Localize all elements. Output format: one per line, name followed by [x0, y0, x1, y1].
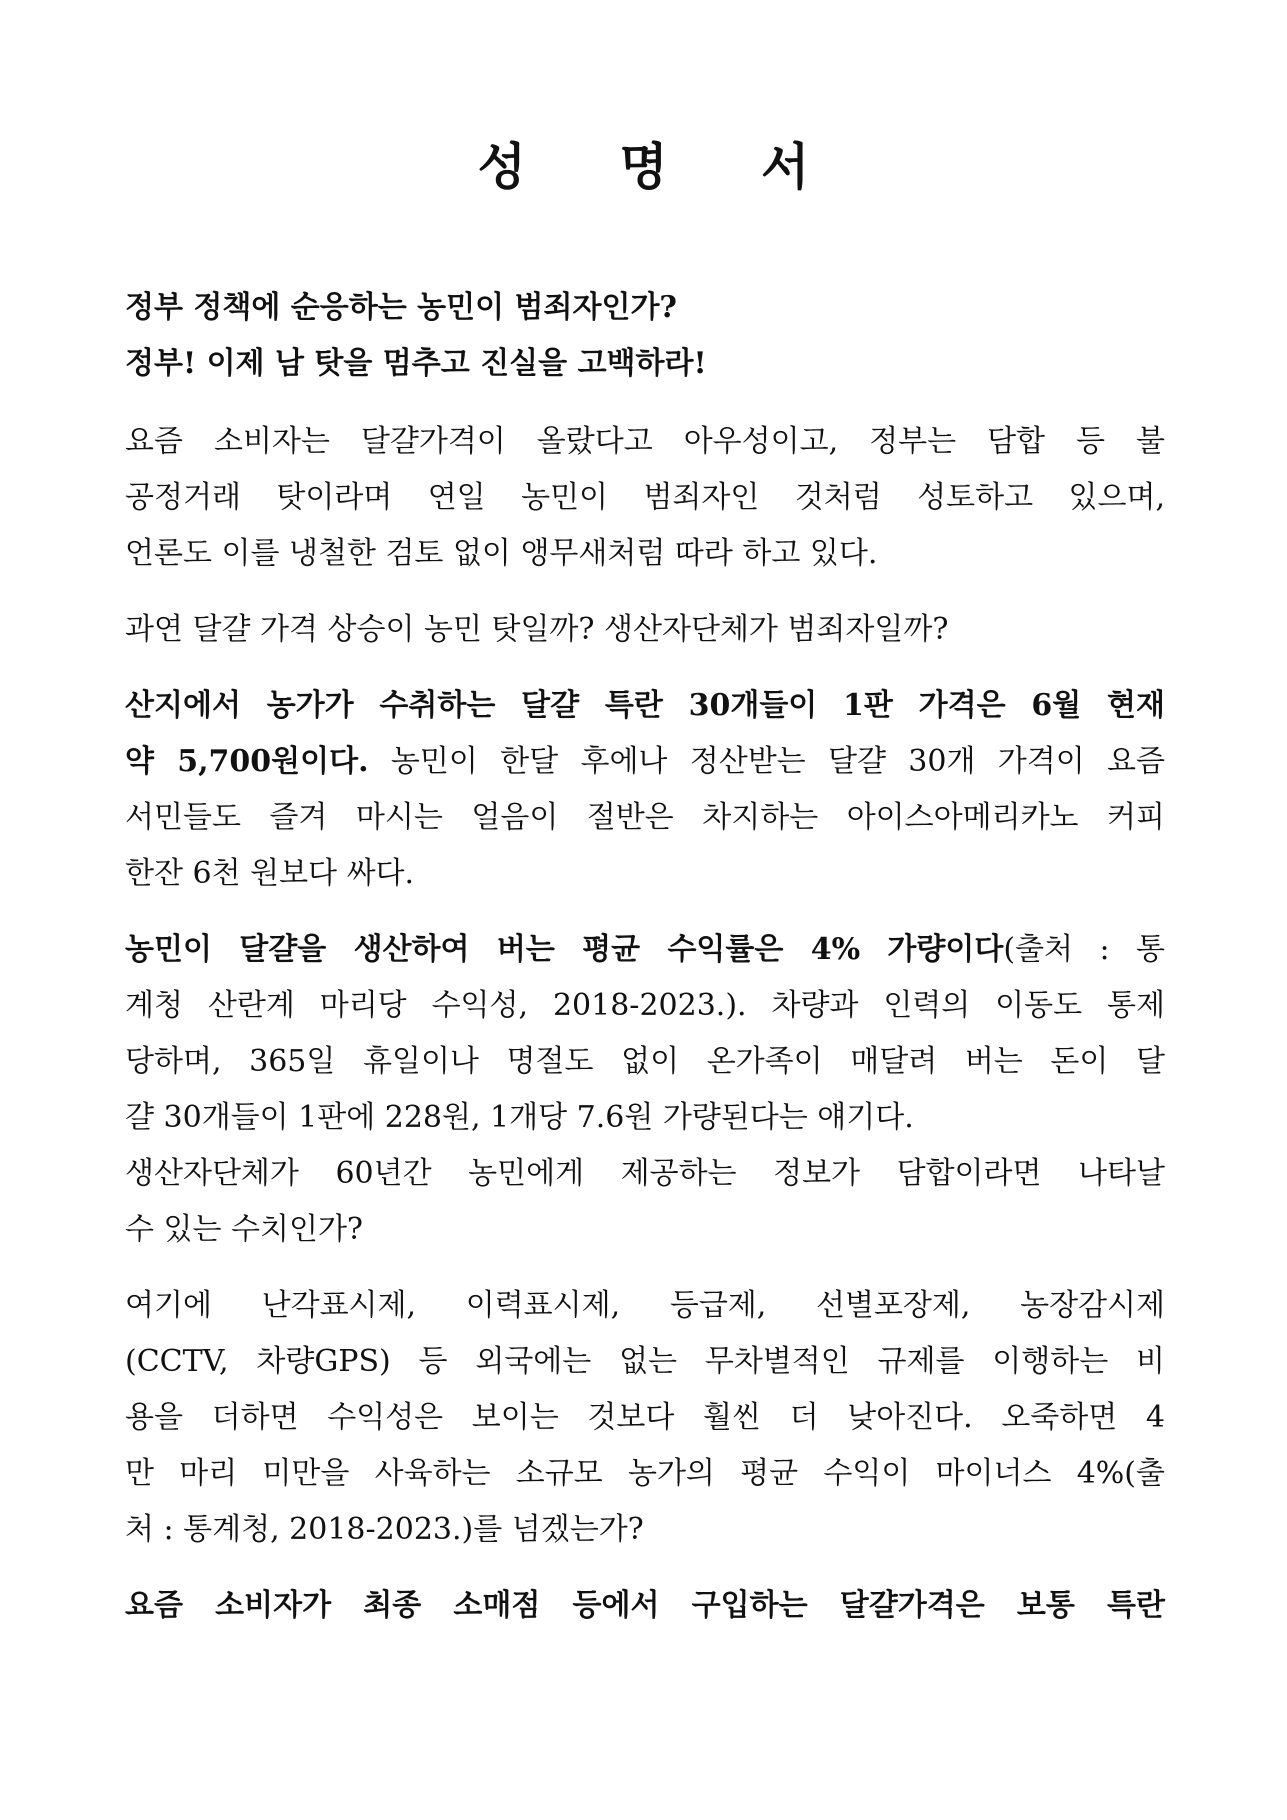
- paragraph-3-line-2-rest: 농민이 한달 후에나 정산받는 달걀 30개 가격이 요즘: [368, 744, 1166, 779]
- paragraph-6-line-1: 요즘 소비자가 최종 소매점 등에서 구입하는 달걀가격은 보통 특란: [125, 1588, 1165, 1623]
- headline-line-1: 정부 정책에 순응하는 농민이 범죄자인가?: [125, 290, 678, 325]
- paragraph-5-line-5: 처 : 통계청, 2018-2023.)를 넘겠는가?: [125, 1512, 644, 1547]
- paragraph-4-line-4: 걀 30개들이 1판에 228원, 1개당 7.6원 가량된다는 얘기다.: [125, 1100, 914, 1135]
- paragraph-5-line-1: 여기에 난각표시제, 이력표시제, 등급제, 선별포장제, 농장감시제: [125, 1288, 1165, 1323]
- paragraph-3-price-highlight: 약 5,700원이다.: [125, 744, 369, 779]
- paragraph-1-line-1: 요즘 소비자는 달걀가격이 올랐다고 아우성이고, 정부는 담합 등 불: [125, 424, 1165, 459]
- paragraph-4-line-5: 생산자단체가 60년간 농민에게 제공하는 정보가 담합이라면 나타날: [125, 1156, 1165, 1191]
- document-body: [125, 280, 1165, 1634]
- paragraph-4-line-2: 계청 산란계 마리당 수익성, 2018-2023.). 차량과 인력의 이동도 통제: [125, 988, 1165, 1023]
- paragraph-4-line-1: [125, 922, 1165, 978]
- paragraph-1-line-3: 언론도 이를 냉철한 검토 없이 앵무새처럼 따라 하고 있다.: [125, 536, 878, 571]
- paragraph-4-rate-highlight: 농민이 달걀을 생산하여 버는 평균 수익률은 4% 가량이다: [125, 932, 1004, 967]
- paragraph-3-line-2: [125, 734, 1165, 790]
- document-title: 성 명 서: [477, 137, 848, 196]
- paragraph-3-line-4: 한잔 6천 원보다 싸다.: [125, 856, 415, 891]
- headline-line-2: 정부! 이제 남 탓을 멈추고 진실을 고백하라!: [125, 346, 707, 381]
- paragraph-5-line-2: (CCTV, 차량GPS) 등 외국에는 없는 무차별적인 규제를 이행하는 비: [125, 1344, 1165, 1379]
- paragraph-5-line-3: 용을 더하면 수익성은 보이는 것보다 훨씬 더 낮아진다. 오죽하면 4: [125, 1400, 1165, 1435]
- paragraph-4-line-1-rest: (출처 : 통: [1003, 932, 1165, 967]
- paragraph-5-line-4: 만 마리 미만을 사육하는 소규모 농가의 평균 수익이 마이너스 4%(출: [125, 1456, 1165, 1491]
- paragraph-4-line-3: 당하며, 365일 휴일이나 명절도 없이 온가족이 매달려 버는 돈이 달: [125, 1044, 1165, 1079]
- paragraph-3-line-1: 산지에서 농가가 수취하는 달걀 특란 30개들이 1판 가격은 6월 현재: [125, 688, 1165, 723]
- paragraph-4-line-6: 수 있는 수치인가?: [125, 1212, 364, 1247]
- paragraph-1-line-2: 공정거래 탓이라며 연일 농민이 범죄자인 것처럼 성토하고 있으며,: [125, 480, 1165, 515]
- paragraph-3-line-3: 서민들도 즐겨 마시는 얼음이 절반은 차지하는 아이스아메리카노 커피: [125, 800, 1165, 835]
- paragraph-2-line-1: 과연 달걀 가격 상승이 농민 탓일까? 생산자단체가 범죄자일까?: [125, 612, 949, 647]
